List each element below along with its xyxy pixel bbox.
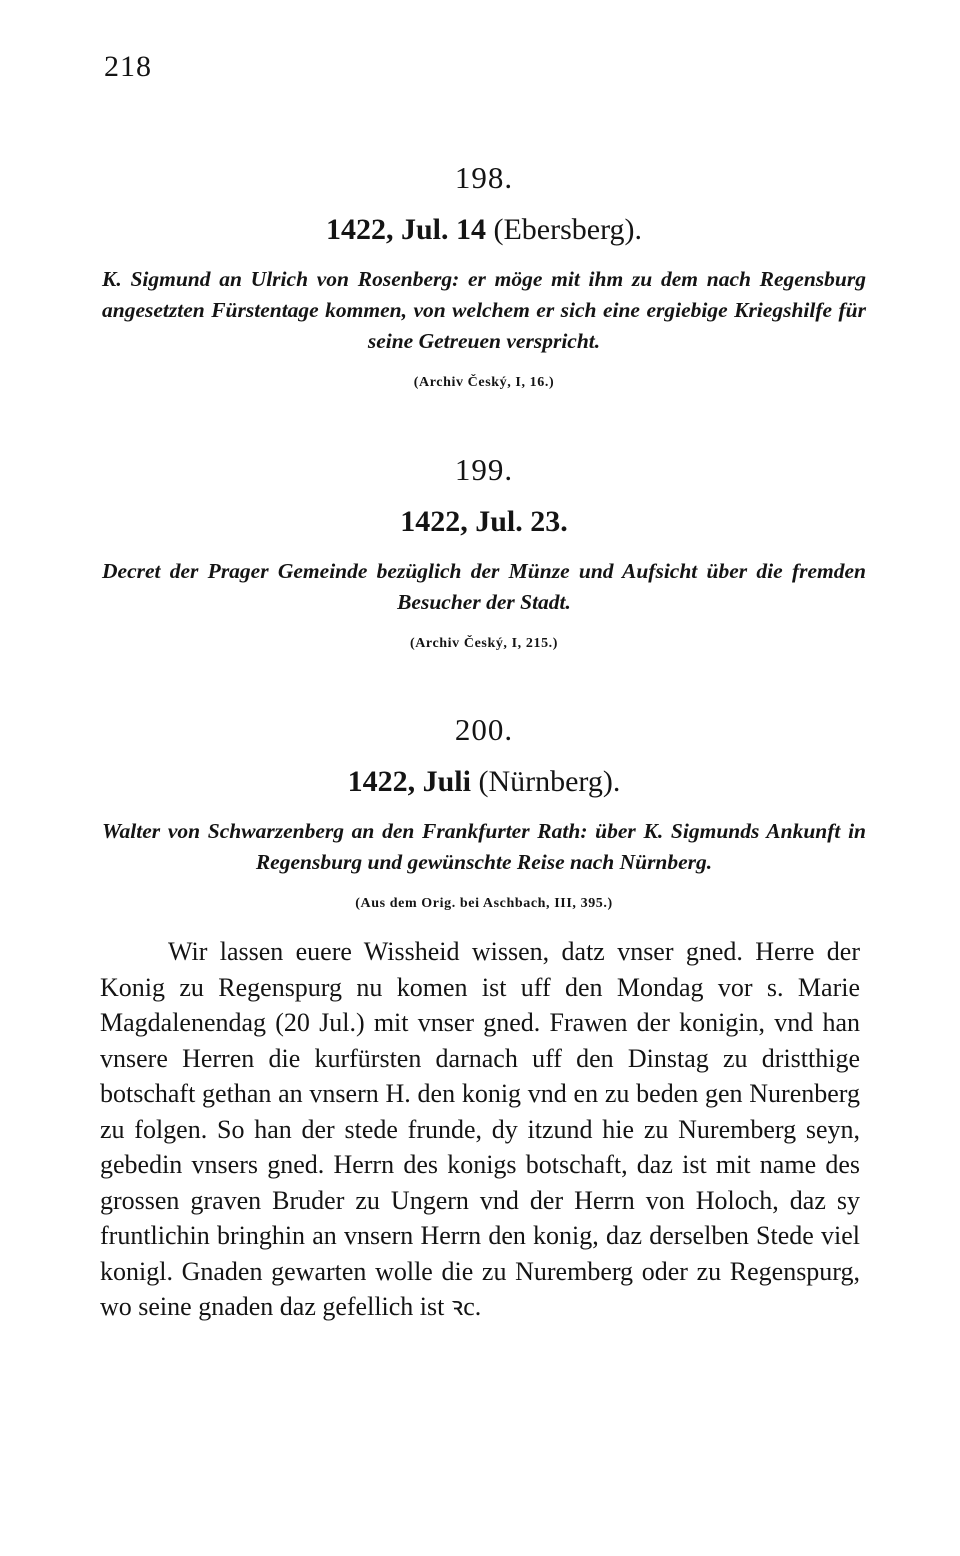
entry-source: (Aus dem Orig. bei Aschbach, III, 395.) [355,896,613,911]
entry-source: (Archiv Český, I, 215.) [409,636,559,651]
entry-date-bold: 1422, Jul. 23. [400,505,568,538]
letter-text-block [100,934,860,1325]
entry-number: 200. [454,712,514,747]
entry-date [100,502,868,542]
entry-date-bold: 1422, Juli [347,765,471,798]
entry-number: 198. [454,160,514,195]
entry-198 [100,158,868,393]
entry-date-place: (Ebersberg). [485,213,643,246]
entry-summary: Decret der Prager Gemeinde bezüglich der Münze und Aufsicht über die fremden Besucher der Stadt. [102,559,866,614]
entry-number: 199. [454,452,514,487]
entry-199 [100,450,868,654]
entry-date [100,210,868,250]
entry-source: (Archiv Český, I, 16.) [413,375,555,390]
entry-date-place: (Nürnberg). [470,765,621,798]
entry-summary: K. Sigmund an Ulrich von Rosenberg: er möge mit ihm zu dem nach Regensburg angesetzten Fürstentage kommen, von welchem er sich eine ergiebige Kriegshilfe für seine Getreuen verspricht. [102,267,866,353]
entry-200 [100,710,868,914]
entry-date-bold: 1422, Jul. 14 [325,213,486,246]
entry-date [100,762,868,802]
page-number: 218 [104,50,152,83]
letter-text: Wir lassen euere Wissheid wissen, datz vnser gned. Herre der Konig zu Regenspurg nu komen ist uff den Mondag vor s. Marie Magdalenendag (20 Jul.) mit vnser gned. Frawen der konigin, vnd han vnsere Herren die kurfürsten darnach uff den Dinstag zu dristthige botschaft gethan an vnsern H. den konig vnd en zu beden gen Nurenberg zu folgen. So han der stede frunde, dy itzund hie zu Nuremberg seyn, gebedin vnsers gned. Herrn des konigs botschaft, daz ist mit name des grossen graven Bruder zu Ungern vnd der Herrn von Holoch, daz sy fruntlichin bringhin an vnsern Herrn den konig, daz derselben Stede viel konigl. Gnaden gewarten wolle die zu Nuremberg oder zu Regenspurg, wo seine gnaden daz gefellich ist ꝛc. [100,937,860,1321]
entry-summary: Walter von Schwarzenberg an den Frankfurter Rath: über K. Sigmunds Ankunft in Regensburg und gewünschte Reise nach Nürnberg. [102,819,866,874]
